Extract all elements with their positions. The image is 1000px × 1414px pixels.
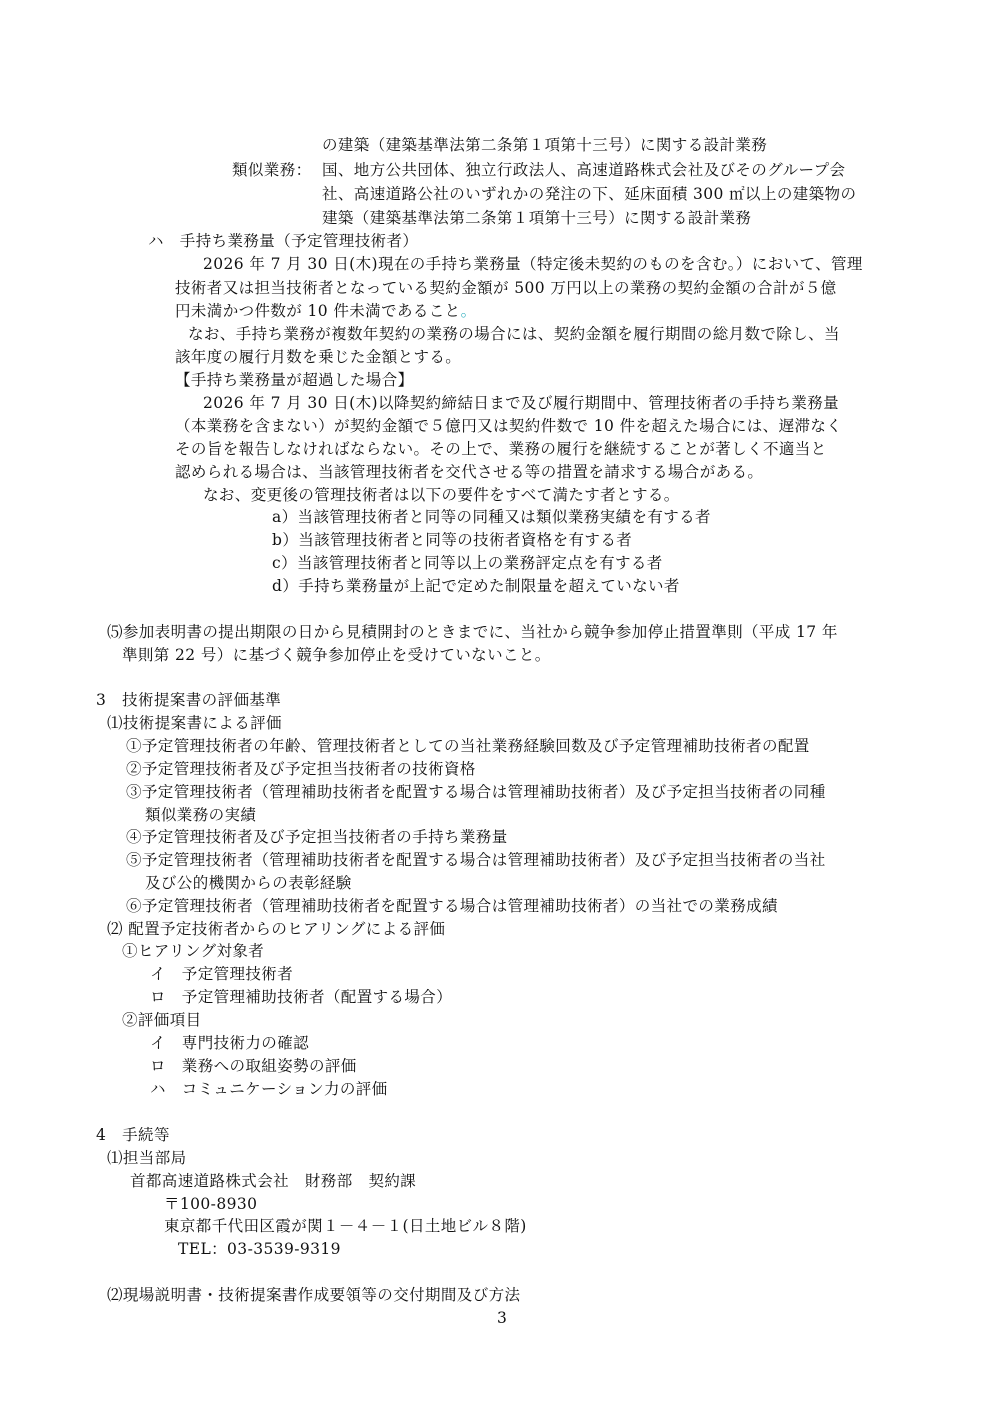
excess-heading: 【手持ち業務量が超過した場合】 bbox=[175, 371, 414, 389]
ha-para4: なお、変更後の管理技術者は以下の要件をすべて満たす者とする。 bbox=[203, 486, 680, 504]
criterion-1: ①予定管理技術者の年齢、管理技術者としての当社業務経験回数及び予定管理補助技術者の配置 bbox=[126, 737, 810, 755]
page-number: 3 bbox=[497, 1309, 508, 1327]
department-name: 首都高速道路株式会社 財務部 契約課 bbox=[130, 1172, 417, 1190]
ha-para2-line2: 該年度の履行月数を乗じた金額とする。 bbox=[175, 348, 462, 366]
criterion-3-line2: 類似業務の実績 bbox=[145, 806, 257, 824]
ha-para1-line2: 技術者又は担当技術者となっている契約金額が 500 万円以上の業務の契約金額の合計が５億 bbox=[175, 279, 837, 297]
hearing-target-ro: ロ 予定管理補助技術者（配置する場合） bbox=[150, 988, 453, 1006]
requirement-b: b）当該管理技術者と同等の技術者資格を有する者 bbox=[272, 531, 633, 549]
postal-code: 〒100-8930 bbox=[164, 1195, 258, 1213]
section3-heading: 3 技術提案書の評価基準 bbox=[96, 691, 282, 709]
ha-para3-line2: （本業務を含まない）が契約金額で５億円又は契約件数で 10 件を超えた場合には、遅滞なく bbox=[175, 417, 843, 435]
criterion-3-line1: ③予定管理技術者（管理補助技術者を配置する場合は管理補助技術者）及び予定担当技術者の同種 bbox=[126, 783, 826, 801]
requirement-a: a）当該管理技術者と同等の同種又は類似業務実績を有する者 bbox=[272, 508, 711, 526]
evaluation-item-ro: ロ 業務への取組姿勢の評価 bbox=[150, 1057, 357, 1075]
similar-work-label: 類似業務： bbox=[232, 161, 312, 179]
evaluation-item-i: イ 専門技術力の確認 bbox=[150, 1034, 310, 1052]
similar-work-line-3: 建築（建築基準法第二条第１項第十三号）に関する設計業務 bbox=[322, 209, 752, 227]
ha-para1-line3-text: 円未満かつ件数が 10 件未満であること bbox=[175, 302, 461, 320]
ha-para1-line3 bbox=[175, 300, 477, 322]
ha-para1-line3-period: 。 bbox=[460, 302, 477, 320]
item5-line2: 準則第 22 号）に基づく競争参加停止を受けていないこと。 bbox=[122, 646, 551, 664]
evaluation-item-ha: ハ コミュニケーション力の評価 bbox=[150, 1080, 388, 1098]
similar-work-line-1: 国、地方公共団体、独立行政法人、高速道路株式会社及びそのグループ会 bbox=[322, 161, 846, 179]
section4-sub2: ⑵現場説明書・技術提案書作成要領等の交付期間及び方法 bbox=[107, 1286, 521, 1304]
ha-para1-line1: 2026 年 7 月 30 日(木)現在の手持ち業務量（特定後未契約のものを含む。）において、管理 bbox=[203, 255, 863, 273]
evaluation-items: ②評価項目 bbox=[122, 1011, 202, 1029]
section3-sub1: ⑴技術提案書による評価 bbox=[107, 714, 282, 732]
section4-sub1: ⑴担当部局 bbox=[107, 1149, 187, 1167]
hearing-target-i: イ 予定管理技術者 bbox=[150, 965, 294, 983]
section4-heading: 4 手続等 bbox=[96, 1126, 170, 1144]
criterion-4: ④予定管理技術者及び予定担当技術者の手持ち業務量 bbox=[126, 828, 508, 846]
telephone: TEL：03-3539-9319 bbox=[178, 1240, 341, 1258]
criterion-6: ⑥予定管理技術者（管理補助技術者を配置する場合は管理補助技術者）の当社での業務成績 bbox=[126, 897, 778, 915]
criterion-5-line2: 及び公的機関からの表彰経験 bbox=[145, 874, 352, 892]
item5-line1: ⑸参加表明書の提出期限の日から見積開封のときまでに、当社から競争参加停止措置準則（平成 17 年 bbox=[107, 623, 838, 641]
section3-sub2: ⑵ 配置予定技術者からのヒアリングによる評価 bbox=[107, 920, 446, 938]
similar-work-line-2: 社、高速道路公社のいずれかの発注の下、延床面積 300 ㎡以上の建築物の bbox=[322, 185, 857, 203]
ha-para2-line1: なお、手持ち業務が複数年契約の業務の場合には、契約金額を履行期間の総月数で除し、当 bbox=[188, 325, 840, 343]
criterion-5-line1: ⑤予定管理技術者（管理補助技術者を配置する場合は管理補助技術者）及び予定担当技術者の当社 bbox=[126, 851, 826, 869]
ha-heading: ハ 手持ち業務量（予定管理技術者） bbox=[148, 232, 419, 250]
ha-para3-line4: 認められる場合は、当該管理技術者を交代させる等の措置を請求する場合がある。 bbox=[175, 463, 764, 481]
ha-para3-line3: その旨を報告しなければならない。その上で、業務の履行を継続することが著しく不適当と bbox=[175, 440, 827, 458]
requirement-d: d）手持ち業務量が上記で定めた制限量を超えていない者 bbox=[272, 577, 680, 595]
top-line-1: の建築（建築基準法第二条第１項第十三号）に関する設計業務 bbox=[322, 136, 768, 154]
requirement-c: c）当該管理技術者と同等以上の業務評定点を有する者 bbox=[272, 554, 663, 572]
criterion-2: ②予定管理技術者及び予定担当技術者の技術資格 bbox=[126, 760, 476, 778]
address: 東京都千代田区霞が関１－４－１(日土地ビル８階) bbox=[164, 1217, 527, 1235]
hearing-targets: ①ヒアリング対象者 bbox=[122, 942, 265, 960]
ha-para3-line1: 2026 年 7 月 30 日(木)以降契約締結日まで及び履行期間中、管理技術者の手持ち業務量 bbox=[203, 394, 840, 412]
